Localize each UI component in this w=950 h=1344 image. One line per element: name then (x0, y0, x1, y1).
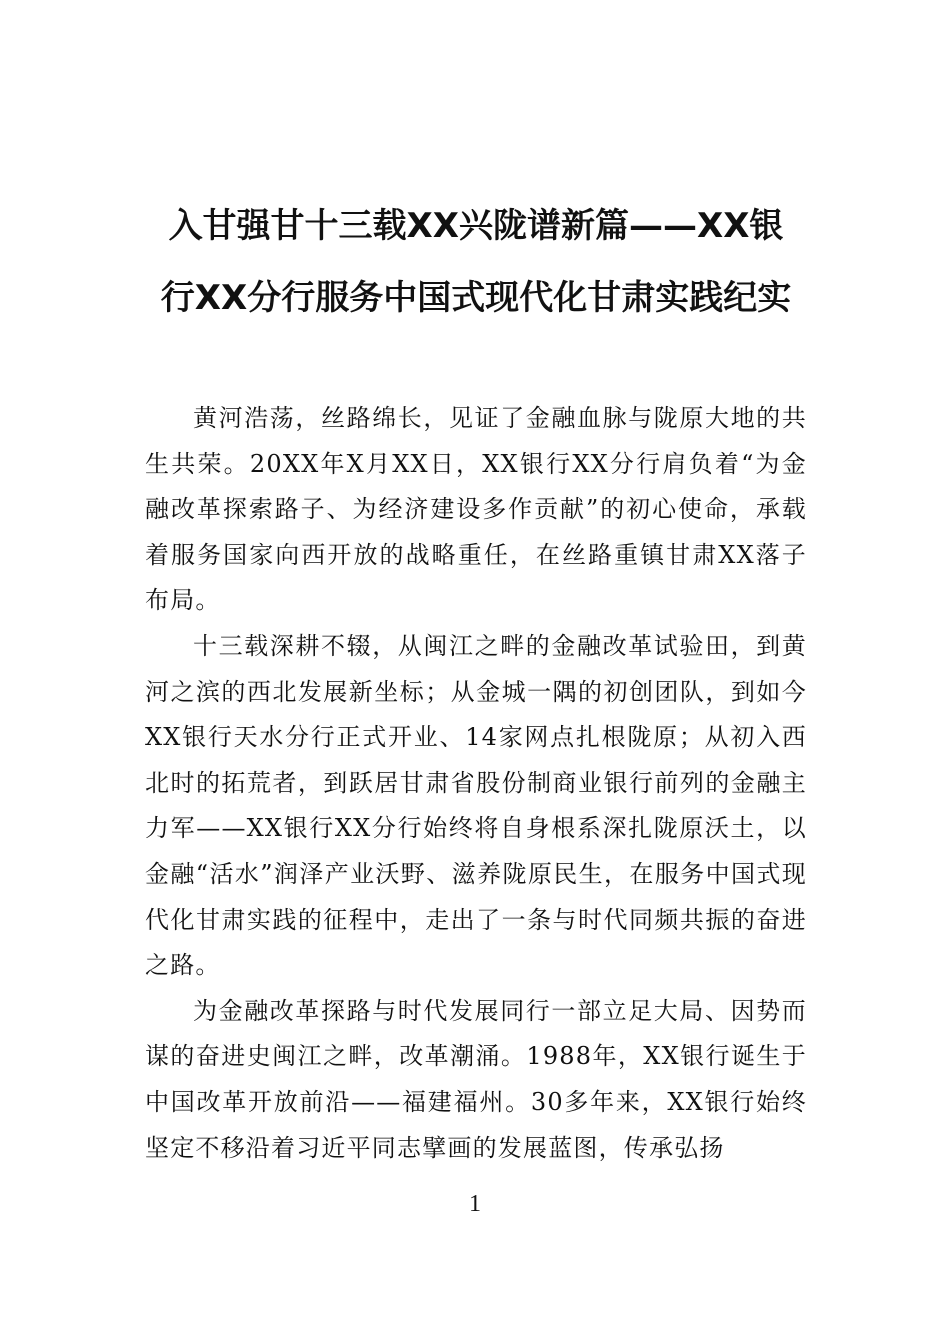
page-number: 1 (469, 1191, 481, 1217)
document-body (145, 396, 807, 1171)
paragraph-3: 为金融改革探路与时代发展同行一部立足大局、因势而谋的奋进史闽江之畔，改革潮涌。1988年，XX银行诞生于中国改革开放前沿——福建福州。30多年来，XX银行始终坚定不移沿着习近平同志擘画的发展蓝图，传承弘扬 (145, 996, 807, 1162)
paragraph-2: 十三载深耕不辍，从闽江之畔的金融改革试验田，到黄河之滨的西北发展新坐标；从金城一隅的初创团队，到如今XX银行天水分行正式开业、14家网点扎根陇原；从初入西北时的拓荒者，到跃居甘肃省股份制商业银行前列的金融主力军——XX银行XX分行始终将自身根系深扎陇原沃土，以金融“活水”润泽产业沃野、滋养陇原民生，在服务中国式现代化甘肃实践的征程中，走出了一条与时代同频共振的奋进之路。 (145, 631, 807, 980)
document-title (145, 190, 807, 334)
title-line-1: 入甘强甘十三载XX兴陇谱新篇——XX银 (168, 206, 784, 246)
paragraph-1: 黄河浩荡，丝路绵长，见证了金融血脉与陇原大地的共生共荣。20XX年X月XX日，XX银行XX分行肩负着“为金融改革探索路子、为经济建设多作贡献”的初心使命，承载着服务国家向西开放的战略重任，在丝路重镇甘肃XX落子布局。 (145, 404, 807, 615)
title-line-2: 行XX分行服务中国式现代化甘肃实践纪实 (160, 278, 792, 318)
